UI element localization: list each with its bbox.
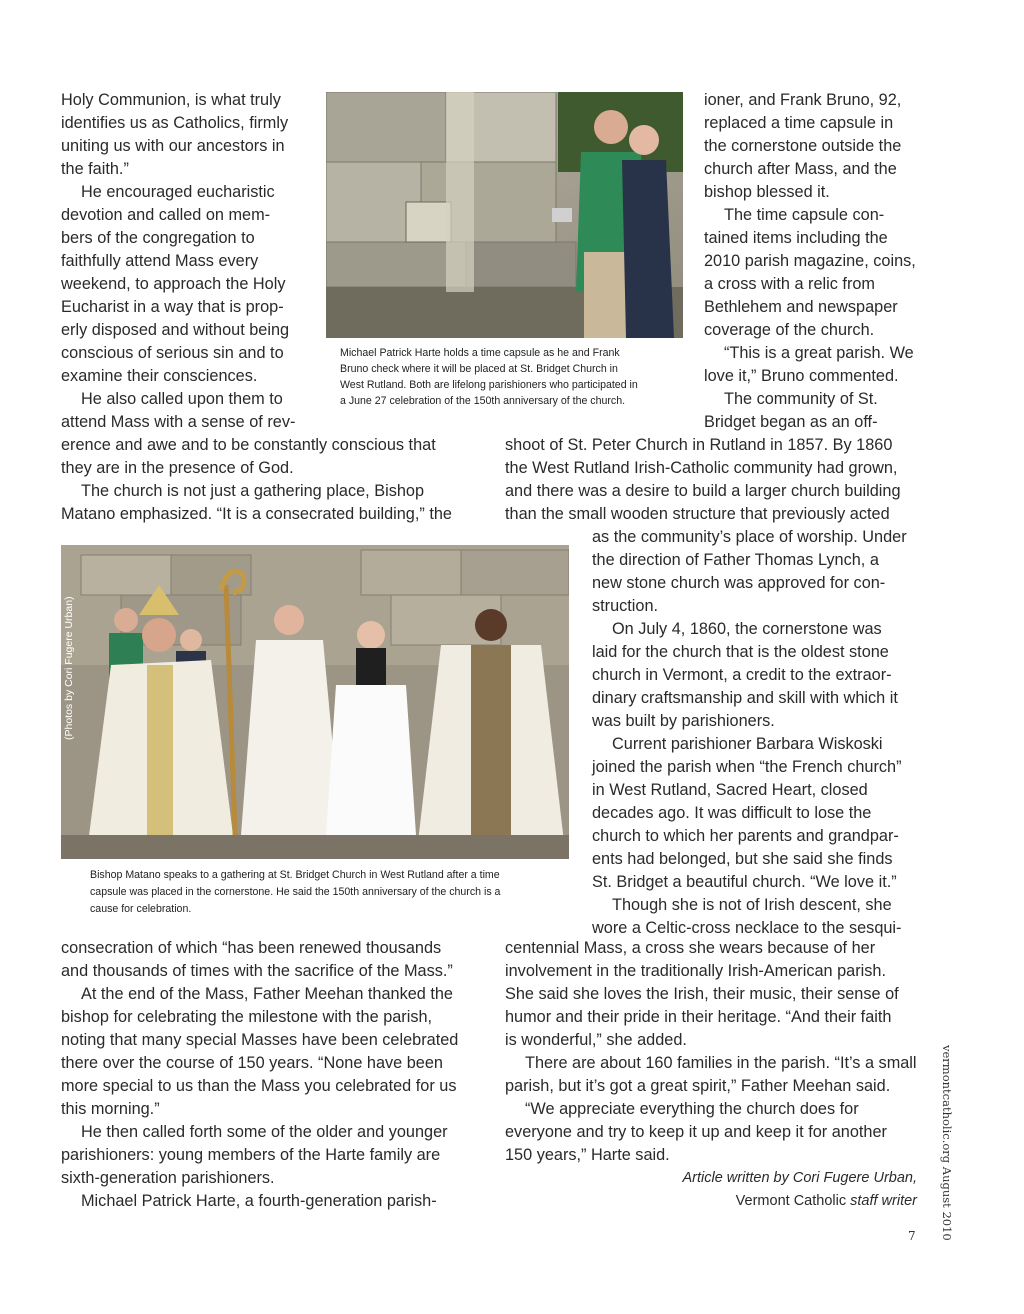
body-line: wore a Celtic-cross necklace to the sesqui- (592, 919, 902, 937)
photo-time-capsule (326, 92, 683, 338)
body-line: Holy Communion, is what truly (61, 91, 281, 109)
body-line: bishop for celebrating the milestone with the parish, (61, 1008, 433, 1026)
body-line: centennial Mass, a cross she wears because of her (505, 939, 876, 957)
body-line: everyone and try to keep it up and keep it for another (505, 1123, 887, 1141)
body-line: Eucharist in a way that is prop- (61, 298, 284, 316)
body-line: sixth-generation parishioners. (61, 1169, 275, 1187)
body-line: He encouraged eucharistic (81, 183, 275, 201)
body-line: they are in the presence of God. (61, 459, 294, 477)
body-line: examine their consciences. (61, 367, 258, 385)
body-line: The community of St. (724, 390, 878, 408)
body-line: ioner, and Frank Bruno, 92, (704, 91, 902, 109)
body-line: as the community’s place of worship. Under (592, 528, 907, 546)
body-line: “This is a great parish. We (724, 344, 914, 362)
byline-author-line (682, 1167, 917, 1190)
body-line: and thousands of times with the sacrifice of the Mass.” (61, 962, 453, 980)
sidebar-publication-date: vermontcatholic.org August 2010 (940, 1045, 954, 1241)
photo-credit: (Photos by Cori Fugere Urban) (63, 596, 75, 740)
byline-role-line (682, 1190, 917, 1213)
caption-line: a June 27 celebration of the 150th anniversary of the church. (340, 395, 626, 407)
body-line: church after Mass, and the (704, 160, 897, 178)
body-line: the West Rutland Irish-Catholic community had grown, (505, 459, 898, 477)
body-line: Matano emphasized. “It is a consecrated building,” the (61, 505, 452, 523)
body-line: replaced a time capsule in (704, 114, 894, 132)
caption-line: cause for celebration. (90, 903, 192, 915)
body-line: devotion and called on mem- (61, 206, 271, 224)
body-line: Bethlehem and newspaper (704, 298, 898, 316)
byline-role: staff writer (850, 1193, 917, 1209)
body-line: She said she loves the Irish, their music, their sense of (505, 985, 899, 1003)
body-line: He also called upon them to (81, 390, 283, 408)
body-line: the faith.” (61, 160, 129, 178)
body-line: Michael Patrick Harte, a fourth-generation parish- (81, 1192, 437, 1210)
body-line: struction. (592, 597, 659, 615)
body-line: joined the parish when “the French church” (592, 758, 902, 776)
body-line: a cross with a relic from (704, 275, 875, 293)
body-line: erence and awe and to be constantly conscious that (61, 436, 436, 454)
body-line: noting that many special Masses have been celebrated (61, 1031, 459, 1049)
body-line: church in Vermont, a credit to the extraor- (592, 666, 892, 684)
body-line: uniting us with our ancestors in (61, 137, 285, 155)
caption-line: capsule was placed in the cornerstone. He said the 150th anniversary of the church is a (90, 886, 501, 898)
body-line: Though she is not of Irish descent, she (612, 896, 892, 914)
body-line: tained items including the (704, 229, 888, 247)
body-line: more special to us than the Mass you celebrated for us (61, 1077, 457, 1095)
body-line: coverage of the church. (704, 321, 875, 339)
body-line: love it,” Bruno commented. (704, 367, 899, 385)
body-line: The church is not just a gathering place, Bishop (81, 482, 425, 500)
body-line: the cornerstone outside the (704, 137, 902, 155)
body-line: laid for the church that is the oldest stone (592, 643, 889, 661)
body-line: attend Mass with a sense of rev- (61, 413, 296, 431)
body-line: Bridget began as an off- (704, 413, 878, 431)
body-line: weekend, to approach the Holy (61, 275, 286, 293)
body-line: in West Rutland, Sacred Heart, closed (592, 781, 868, 799)
body-line: decades ago. It was difficult to lose the (592, 804, 872, 822)
body-line: is wonderful,” she added. (505, 1031, 687, 1049)
body-line: than the small wooden structure that previously acted (505, 505, 890, 523)
body-line: the direction of Father Thomas Lynch, a (592, 551, 879, 569)
time-capsule-photo-art (326, 92, 683, 338)
body-line: consecration of which “has been renewed thousands (61, 939, 442, 957)
body-line: there over the course of 150 years. “None have been (61, 1054, 443, 1072)
body-line: bers of the congregation to (61, 229, 255, 247)
body-line: was built by parishioners. (592, 712, 775, 730)
body-line: conscious of serious sin and to (61, 344, 284, 362)
body-line: St. Bridget a beautiful church. “We love it.” (592, 873, 897, 891)
page-number: 7 (908, 1229, 916, 1243)
body-line: faithfully attend Mass every (61, 252, 259, 270)
body-line: 150 years,” Harte said. (505, 1146, 670, 1164)
body-line: 2010 parish magazine, coins, (704, 252, 916, 270)
body-line: church to which her parents and grandpar- (592, 827, 899, 845)
body-line: He then called forth some of the older and younger (81, 1123, 448, 1141)
body-line: There are about 160 families in the parish. “It’s a small (525, 1054, 917, 1072)
caption-line: Bishop Matano speaks to a gathering at St. Bridget Church in West Rutland after a time (90, 869, 500, 881)
caption-line: Michael Patrick Harte holds a time capsule as he and Frank (340, 347, 620, 359)
body-line: involvement in the traditionally Irish-American parish. (505, 962, 886, 980)
body-line: “We appreciate everything the church does for (525, 1100, 859, 1118)
body-line: At the end of the Mass, Father Meehan thanked the (81, 985, 453, 1003)
body-line: identifies us as Catholics, firmly (61, 114, 289, 132)
photo-bishop-gathering (61, 545, 569, 859)
body-line: erly disposed and without being (61, 321, 290, 339)
body-line: this morning.” (61, 1100, 160, 1118)
bishop-photo-art (61, 545, 569, 859)
body-line: humor and their pride in their heritage. “And their faith (505, 1008, 892, 1026)
body-line: Current parishioner Barbara Wiskoski (612, 735, 883, 753)
body-line: The time capsule con- (724, 206, 885, 224)
byline-prefix: Article written by (682, 1170, 789, 1186)
body-line: and there was a desire to build a larger church building (505, 482, 901, 500)
caption-line: West Rutland. Both are lifelong parishioners who participated in (340, 379, 638, 391)
byline-publication: Vermont Catholic (735, 1193, 847, 1209)
article-byline (682, 1167, 917, 1213)
body-line: On July 4, 1860, the cornerstone was (612, 620, 882, 638)
caption-line: Bruno check where it will be placed at St. Bridget Church in (340, 363, 618, 375)
body-line: dinary craftsmanship and skill with which it (592, 689, 898, 707)
body-line: new stone church was approved for con- (592, 574, 886, 592)
byline-author: Cori Fugere Urban, (792, 1170, 917, 1186)
body-line: parish, but it’s got a great spirit,” Father Meehan said. (505, 1077, 891, 1095)
body-line: parishioners: young members of the Harte family are (61, 1146, 441, 1164)
body-line: shoot of St. Peter Church in Rutland in 1857. By 1860 (505, 436, 893, 454)
body-line: ents had belonged, but she said she finds (592, 850, 893, 868)
body-line: bishop blessed it. (704, 183, 830, 201)
